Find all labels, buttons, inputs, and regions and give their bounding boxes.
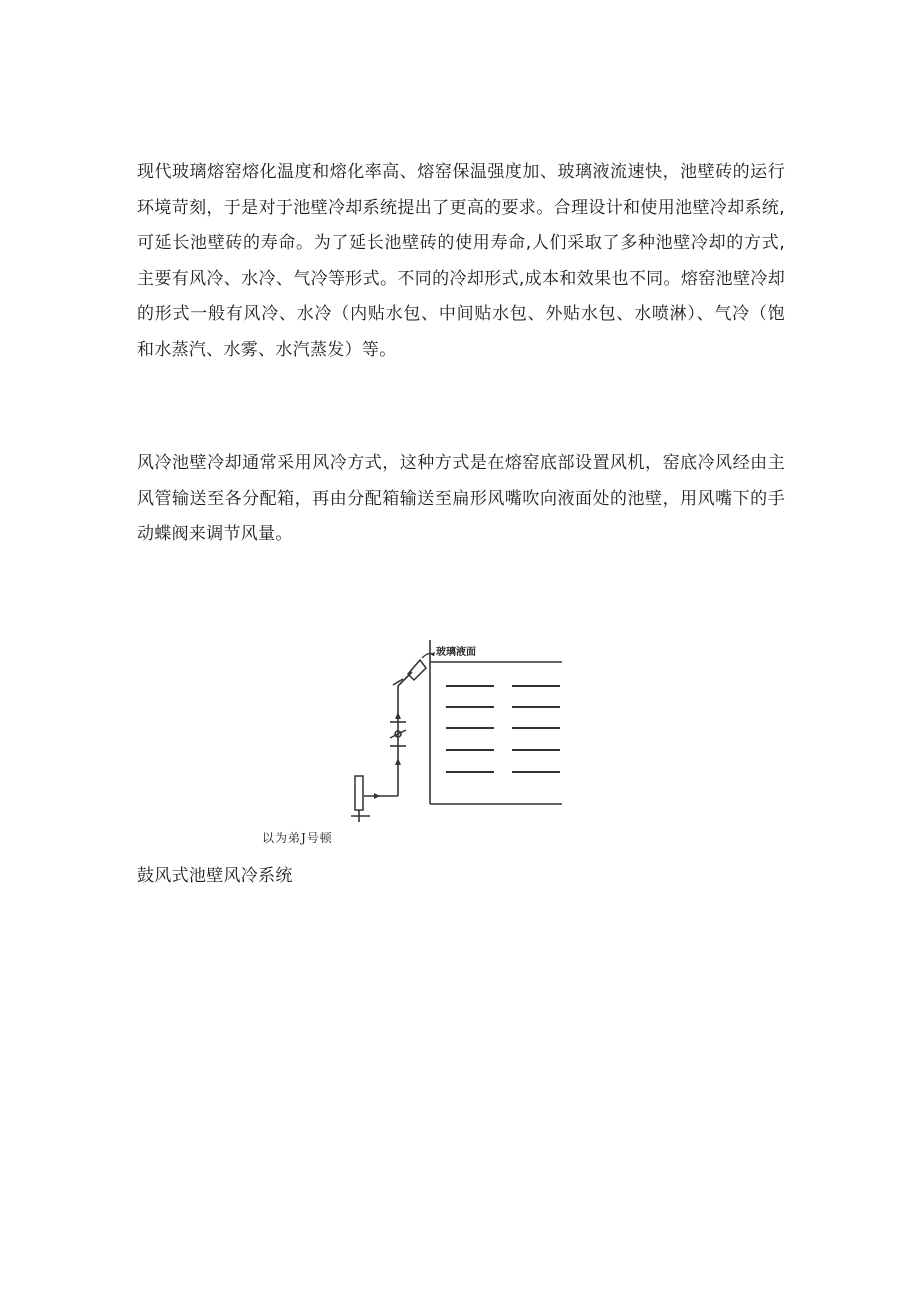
nozzle-bend (398, 672, 412, 686)
paragraph-air-cooling: 风冷池壁冷却通常采用风冷方式，这种方式是在熔窑底部设置风机，窑底冷风经由主风管输送至各分配箱，再由分配箱输送至扁形风嘴吹向液面处的池壁，用风嘴下的手动蝶阀来调节风量。 (137, 453, 785, 544)
glass-level-label: 玻璃液面 (436, 647, 476, 658)
nozzle (408, 660, 426, 680)
glass-liquid-lines (446, 686, 560, 772)
figure-bottom-label: 以为弟J号顿 (262, 831, 333, 845)
paragraph-intro: 现代玻璃熔窑熔化温度和熔化率高、熔窑保温强度加、玻璃液流速快，池壁砖的运行环境苛刻，于是对于池壁冷却系统提出了更高的要求。合理设计和使用池壁冷却系统,可延长池壁砖的寿命。为了延长池壁砖的使用寿命,人们采取了多种池壁冷却的方式,主要有风冷、水冷、气冷等形式。不同的冷却形式,成本和效果也不同。熔窑池壁冷却的形式一般有风冷、水冷（内贴水包、中间贴水包、外贴水包、水喷淋）、气冷（饱和水蒸汽、水雾、水汽蒸发）等。 (137, 162, 785, 360)
air-cooling-diagram (350, 638, 565, 823)
figure-caption: 鼓风式池壁风冷系统 (137, 866, 293, 886)
flow-arrows (374, 712, 401, 799)
fan (355, 776, 363, 810)
